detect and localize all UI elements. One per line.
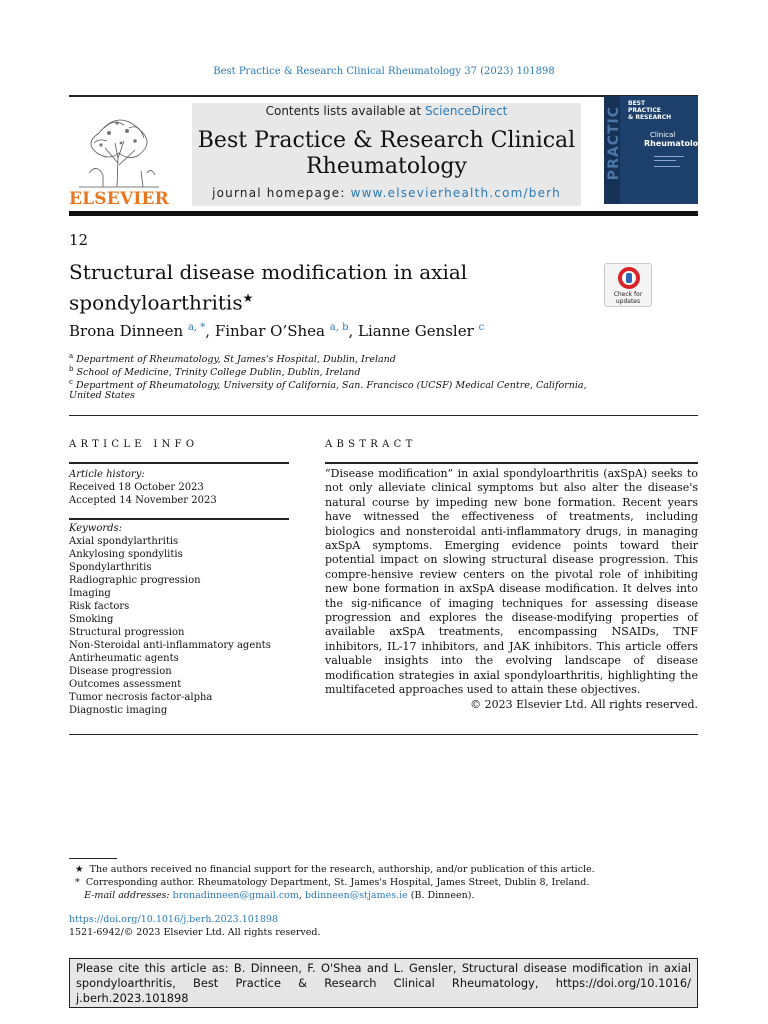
journal-title-line2: Rheumatology (306, 154, 467, 179)
email-footnote (69, 889, 698, 902)
email-separator: , (298, 890, 305, 901)
affiliation-sup: b (69, 365, 74, 373)
cover-line (654, 166, 680, 167)
title-line2 (69, 285, 589, 316)
keyword: Imaging (69, 588, 111, 599)
abstract-text: “Disease modification” in axial spondyloarthritis (axSpA) seeks to not only alleviate clinical symptoms but also alter the disease's natural course by impeding new bone formation. Recent years have witnessed the effectiveness of treatments, including biologics and nonsteroidal anti-inflammatory drugs, in managing axSpA symptoms. Emerging evidence points toward their potential impact on slowing structural disease progression. This compre-hensive review centers on the pivotal role of inhibiting new bone formation in axSpA disease modification. It delves into the sig-nificance of imaging techniques for assessing disease progression and explores the disease-modifying properties of available axSpA treatments, encompassing NSAIDs, TNF inhibitors, IL-17 inhibitors, and JAK inhibitors. This article offers valuable insights into the evolving landscape of disease modification strategies in axial spondyloarthritis, highlighting the multifaceted approaches used to attain these objectives. (325, 467, 698, 697)
keyword: Tumor necrosis factor-alpha (69, 692, 213, 703)
history-label: Article history: (69, 469, 145, 480)
title-line1: Structural disease modification in axial (69, 260, 468, 284)
journal-title (192, 128, 581, 180)
contents-line (192, 104, 581, 118)
author-separator: , (205, 322, 215, 340)
accepted-date: Accepted 14 November 2023 (69, 495, 217, 506)
affiliation (69, 389, 589, 402)
cover-line (654, 160, 676, 161)
article-info-heading: ARTICLE INFO (69, 439, 199, 450)
keywords-label: Keywords: (69, 523, 123, 534)
abstract-copyright: © 2023 Elsevier Ltd. All rights reserved. (470, 698, 698, 711)
crossmark-icon (618, 267, 640, 289)
keyword: Risk factors (69, 601, 130, 612)
doi-link[interactable]: https://doi.org/10.1016/j.berh.2023.101898 (69, 914, 279, 925)
keyword: Spondylarthritis (69, 562, 152, 573)
elsevier-wordmark: ELSEVIER (69, 189, 169, 209)
keyword: Structural progression (69, 627, 185, 638)
cover-line (654, 156, 684, 157)
footnote-rule (69, 858, 117, 859)
author-separator: , (348, 322, 359, 340)
affiliation-sup: a (69, 352, 74, 360)
article-history (69, 468, 289, 507)
check-for-updates-button[interactable] (604, 263, 652, 307)
email-suffix: (B. Dinneen). (407, 890, 475, 901)
received-date: Received 18 October 2023 (69, 482, 204, 493)
email-link[interactable]: bronadinneen@gmail.com (172, 890, 299, 901)
affiliation-text: Department of Rheumatology, St James's Hospital, Dublin, Ireland (76, 354, 396, 366)
author-list (69, 322, 484, 340)
running-head[interactable]: Best Practice & Research Clinical Rheumatology 37 (2023) 101898 (213, 66, 555, 77)
keyword: Smoking (69, 614, 114, 625)
funding-star: ★ (75, 864, 84, 875)
keyword: Disease progression (69, 666, 172, 677)
abstract-end-rule (69, 734, 698, 735)
author-name: Finbar O’Shea (214, 322, 325, 340)
doi-line (69, 913, 698, 926)
author-name: Brona Dinneen (69, 322, 184, 340)
contents-prefix: Contents lists available at (265, 104, 425, 118)
crossmark-line1: Check for (613, 291, 643, 298)
author-affil-sup[interactable]: c (478, 322, 485, 333)
corresponding-footnote (69, 876, 698, 889)
affiliation-text: Department of Rheumatology, University of California, San. Francisco (UCSF) Medical Centre, California, (75, 380, 587, 392)
email-link[interactable]: bdinneen@stjames.ie (304, 890, 408, 901)
abstract-heading: ABSTRACT (325, 439, 417, 450)
cover-best-line2: PRACTICE (628, 107, 661, 114)
cover-clinical: Clinical (650, 131, 676, 139)
keyword: Outcomes assessment (69, 679, 182, 690)
masthead-bottom-rule (69, 211, 698, 216)
affiliation-sup: c (69, 378, 73, 386)
email-label: E-mail addresses: (84, 890, 170, 901)
keyword: Ankylosing spondylitis (69, 549, 183, 560)
funding-text: The authors received no financial support for the research, authorship, and/or publication of this article. (89, 864, 595, 875)
article-info-rule (69, 462, 289, 464)
homepage-link[interactable]: www.elsevierhealth.com/berh (350, 186, 561, 200)
affiliation-text: School of Medicine, Trinity College Dublin, Dublin, Ireland (76, 367, 361, 379)
cover-rheumatology: Rheumatology (644, 139, 710, 148)
sciencedirect-link[interactable]: ScienceDirect (424, 104, 508, 118)
cover-best-line3: & RESEARCH (628, 114, 672, 121)
corr-mark: * (75, 877, 80, 888)
cover-best-text (628, 100, 671, 121)
keyword: Radiographic progression (69, 575, 201, 586)
keyword: Diagnostic imaging (69, 705, 168, 716)
author-affil-sup[interactable]: a, b (329, 322, 349, 333)
funding-footnote (69, 863, 698, 876)
author-affil-sup[interactable]: a, * (187, 322, 206, 333)
keywords-rule (69, 518, 289, 520)
keywords-list (69, 522, 299, 717)
crossmark-line2: updates (615, 298, 641, 305)
abstract-rule (325, 462, 698, 464)
keyword: Antirheumatic agents (69, 653, 179, 664)
author-name: Lianne Gensler (358, 322, 474, 340)
corresponding-text: Corresponding author. Rheumatology Department, St. James's Hospital, James Street, Dublin 8, Ireland. (85, 877, 590, 888)
keyword: Axial spondylarthritis (69, 536, 179, 547)
section-divider (69, 415, 698, 416)
title-footnote-star[interactable]: ★ (242, 291, 254, 305)
title-line2-text: spondyloarthritis (69, 290, 243, 315)
homepage-prefix: journal homepage: (212, 186, 351, 200)
issn-line: 1521-6942/© 2023 Elsevier Ltd. All rights reserved. (69, 927, 321, 938)
chapter-number: 12 (69, 231, 89, 249)
crossmark-label (605, 291, 651, 305)
journal-title-line1: Best Practice & Research Clinical (197, 128, 576, 153)
keyword: Non-Steroidal anti-inflammatory agents (69, 640, 271, 651)
journal-cover-image (604, 96, 710, 204)
citation-box: Please cite this article as: B. Dinneen, F. O'Shea and L. Gensler, Structural disease modification in axial spondyloarthritis, Best Practice & Research Clinical Rheumatology, https://doi.org/10.1016/ j.berh.2023.101898 (69, 958, 698, 1008)
cover-vertical-text: PRACTIC (606, 106, 622, 181)
cover-best-line1: BEST (628, 100, 646, 107)
journal-homepage (192, 186, 581, 200)
affiliation-text: United States (69, 390, 136, 401)
article-title (69, 259, 589, 316)
